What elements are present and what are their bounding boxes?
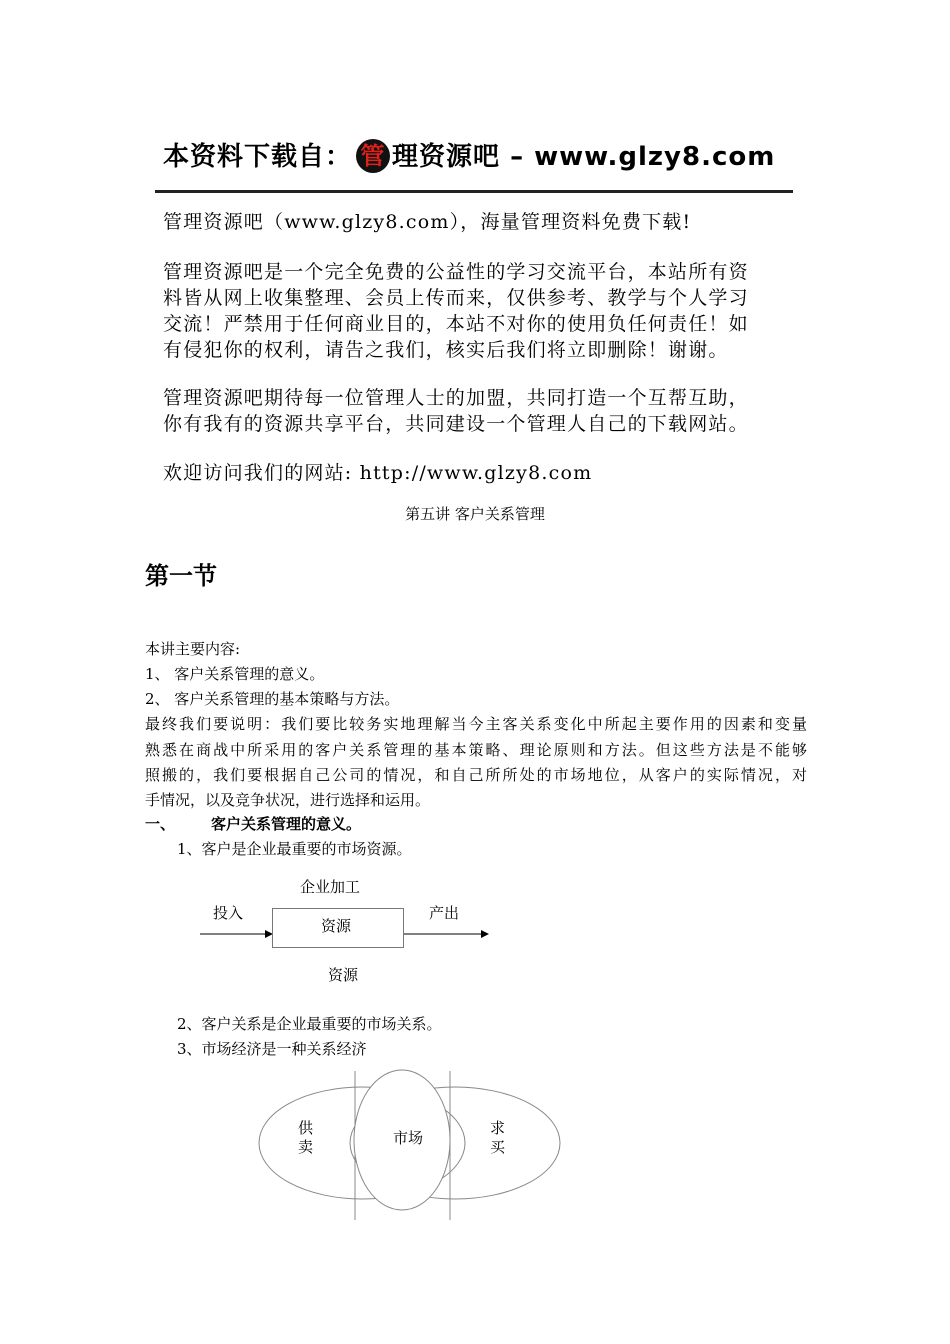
diagram2-supply-char-2: 卖 [298, 1138, 314, 1156]
explanation-line-1: 最终我们要说明：我们要比较务实地理解当今主客关系变化中所起主要作用的因素和变量 [145, 715, 807, 733]
logo-icon: 管 [356, 139, 390, 173]
banner-para2-line2: 料皆从网上收集整理、会员上传而来，仅供参考、教学与个人学习 [163, 287, 749, 309]
explanation-line-4: 手情况，以及竞争状况，进行选择和运用。 [145, 791, 431, 809]
heading-1-text: 客户关系管理的意义。 [211, 815, 362, 833]
lecture-title: 第五讲 客户关系管理 [405, 505, 545, 523]
heading-1-number: 一、 [145, 815, 176, 833]
diagram2-demand-char-1: 求 [490, 1119, 506, 1137]
intro-label: 本讲主要内容: [145, 640, 241, 658]
diagram1-output-label: 产出 [429, 904, 460, 922]
banner-para2-line1: 管理资源吧是一个完全免费的公益性的学习交流平台，本站所有资 [163, 261, 749, 283]
content-item-1: 1、 客户关系管理的意义。 [145, 665, 325, 683]
content-item-2: 2、 客户关系管理的基本策略与方法。 [145, 690, 400, 708]
diagram1-top-label: 企业加工 [300, 878, 361, 896]
diagram2-market-label: 市场 [393, 1129, 424, 1147]
diagram1-box-label: 资源 [321, 917, 352, 935]
explanation-line-2: 熟悉在商战中所采用的客户关系管理的基本策略、理论原则和方法。但这些方法是不能够 [145, 741, 807, 759]
diagram2-demand-char-2: 买 [490, 1138, 506, 1156]
banner-para3-line2: 你有我有的资源共享平台，共同建设一个管理人自己的下载网站。 [163, 413, 749, 435]
banner-title [163, 136, 775, 175]
explanation-line-3: 照搬的，我们要根据自己公司的情况，和自己所所处的市场地位，从客户的实际情况，对 [145, 766, 807, 784]
point-3: 3、市场经济是一种关系经济 [177, 1040, 367, 1058]
output-arrow-head [481, 930, 489, 938]
banner-line1: 管理资源吧（www.glzy8.com），海量管理资料免费下载! [163, 211, 692, 233]
point-1: 1、客户是企业最重要的市场资源。 [177, 840, 412, 858]
banner-title-suffix: 理资源吧 – www.glzy8.com [392, 142, 776, 172]
banner-para3-line1: 管理资源吧期待每一位管理人士的加盟，共同打造一个互帮互助， [163, 387, 749, 409]
banner-para2-line4: 有侵犯你的权利，请告之我们，核实后我们将立即删除！谢谢。 [163, 339, 729, 361]
banner-title-prefix: 本资料下载自： [163, 142, 353, 172]
diagram1-input-label: 投入 [213, 904, 244, 922]
section-heading: 第一节 [145, 562, 217, 590]
banner-para2-line3: 交流！严禁用于任何商业目的，本站不对你的使用负任何责任！如 [163, 313, 749, 335]
diagram1-bottom-label: 资源 [328, 966, 359, 984]
banner-divider [155, 190, 793, 193]
banner-welcome: 欢迎访问我们的网站: http://www.glzy8.com [163, 462, 593, 484]
point-2: 2、客户关系是企业最重要的市场关系。 [177, 1015, 442, 1033]
diagram2-supply-char-1: 供 [298, 1119, 314, 1137]
